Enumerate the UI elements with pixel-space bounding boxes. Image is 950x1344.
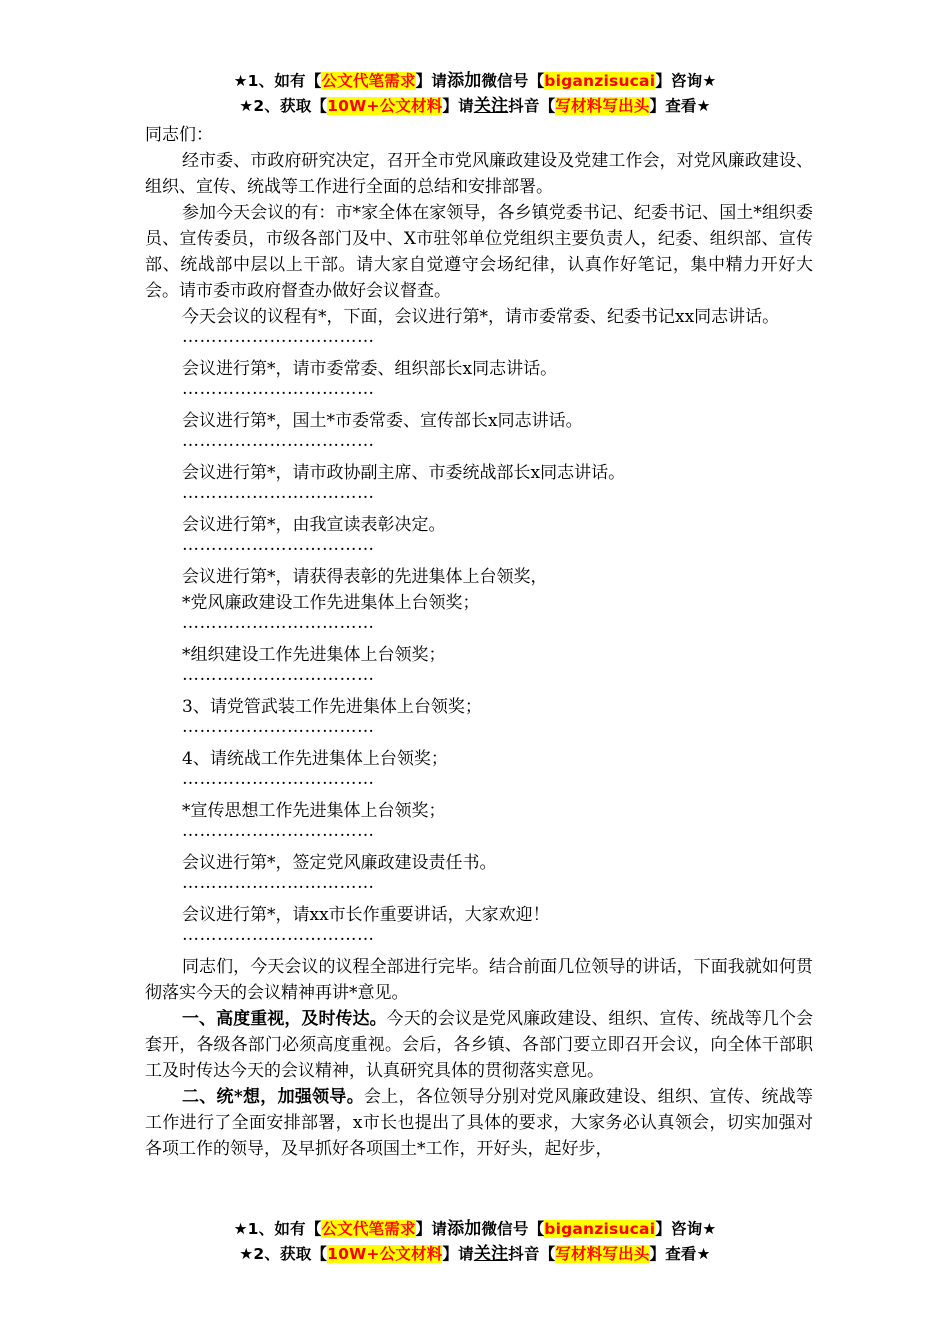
award-item: 4、请统战工作先进集体上台领奖； bbox=[182, 749, 448, 769]
ellipsis-divider: …………………………… bbox=[182, 483, 375, 503]
paragraph-intro: 经市委、市政府研究决定，召开全市党风廉政建设及党建工作会，对党风廉政建设、组织、宣传、统战等工作进行全面的总结和安排部署。 bbox=[145, 151, 813, 197]
ellipsis-divider: …………………………… bbox=[182, 431, 375, 451]
agenda-item: 会议进行第*，国土*市委常委、宣传部长x同志讲话。 bbox=[182, 411, 583, 431]
award-item: *宣传思想工作先进集体上台领奖； bbox=[182, 801, 446, 821]
banner-text: 】请 bbox=[415, 72, 448, 90]
section-heading: 一、高度重视，及时传达。 bbox=[182, 1009, 387, 1029]
banner-text: 】咨询★ bbox=[655, 1220, 717, 1238]
section-text: 会上，各位领导分别对党风廉政建设、组织、宣传、统战等工作进行了全面安排部署，x市长也提出了具体的要求，大家务必认真领会，切实加强对各项工作的领导，及早抓好各项国土*工作，开好头，起好步， bbox=[145, 1087, 814, 1159]
section-text: 今天的会议是党风廉政建设、组织、宣传、统战等几个会套开，各级各部门必须高度重视。会后，各乡镇、各部门要立即召开会议，向全体干部职工及时传达今天的会议精神，认真研究具体的贯彻落实意见。 bbox=[145, 1009, 814, 1081]
banner-highlight: 公文代笔需求 bbox=[321, 72, 416, 90]
ellipsis-divider: …………………………… bbox=[182, 873, 375, 893]
banner-highlight: biganzisucai bbox=[544, 1220, 656, 1238]
paragraph-attendees: 参加今天会议的有：市*家全体在家领导，各乡镇党委书记、纪委书记、国土*组织委员、宣传委员，市级各部门及中、X市驻邻单位党组织主要负责人，纪委、组织部、宣传部、统战部中层以上干部。请大家自觉遵守会场纪律，认真作好笔记，集中精力开好大会。请市委市政府督查办做好会议督查。 bbox=[145, 203, 813, 301]
ellipsis-divider: …………………………… bbox=[182, 769, 375, 789]
agenda-item: 会议进行第*，请市委常委、组织部长x同志讲话。 bbox=[182, 359, 558, 379]
document-body bbox=[145, 122, 813, 1162]
section-one bbox=[145, 1006, 813, 1084]
banner-top-line-2 bbox=[0, 95, 950, 117]
ellipsis-divider: …………………………… bbox=[182, 925, 375, 945]
banner-bottom-line-2 bbox=[0, 1243, 950, 1265]
paragraph-agenda: 今天会议的议程有*，下面，会议进行第*，请市委常委、纪委书记xx同志讲话。 bbox=[182, 307, 780, 327]
agenda-item: 会议进行第*，请获得表彰的先进集体上台领奖， bbox=[182, 567, 548, 587]
banner-text: 】请 bbox=[415, 1220, 448, 1238]
banner-highlight: 写材料写出头 bbox=[555, 97, 650, 115]
banner-text: 微信号【 bbox=[481, 1220, 545, 1238]
section-heading: 二、统*想，加强领导。 bbox=[182, 1087, 364, 1107]
banner-text: ★1、如有【 bbox=[233, 1220, 322, 1238]
banner-text: 抖音【 bbox=[508, 1245, 556, 1263]
agenda-item: 会议进行第*，签定党风廉政建设责任书。 bbox=[182, 853, 497, 873]
agenda-item: 会议进行第*，请市政协副主席、市委统战部长x同志讲话。 bbox=[182, 463, 626, 483]
ellipsis-divider: …………………………… bbox=[182, 821, 375, 841]
banner-text: ★2、获取【 bbox=[239, 97, 328, 115]
banner-emphasis: 添加 bbox=[447, 1219, 482, 1239]
award-item: 3、请党管武装工作先进集体上台领奖； bbox=[182, 697, 482, 717]
banner-emphasis: 关注 bbox=[473, 1244, 509, 1264]
banner-text: 】查看★ bbox=[649, 97, 711, 115]
ellipsis-divider: …………………………… bbox=[182, 613, 375, 633]
banner-text: 微信号【 bbox=[481, 72, 545, 90]
banner-highlight: 10W+公文材料 bbox=[327, 97, 443, 115]
banner-text: 抖音【 bbox=[508, 97, 556, 115]
agenda-item: 会议进行第*，请xx市长作重要讲话，大家欢迎！ bbox=[182, 905, 550, 925]
award-item: *党风廉政建设工作先进集体上台领奖； bbox=[182, 593, 480, 613]
banner-emphasis: 关注 bbox=[473, 96, 509, 116]
banner-bottom-line-1 bbox=[0, 1218, 950, 1240]
banner-text: 】请 bbox=[442, 1245, 474, 1263]
award-item: *组织建设工作先进集体上台领奖； bbox=[182, 645, 446, 665]
banner-text: 】请 bbox=[442, 97, 474, 115]
ellipsis-divider: …………………………… bbox=[182, 327, 375, 347]
ellipsis-divider: …………………………… bbox=[182, 665, 375, 685]
banner-highlight: 写材料写出头 bbox=[555, 1245, 650, 1263]
paragraph-summary: 同志们，今天会议的议程全部进行完毕。结合前面几位领导的讲话，下面我就如何贯彻落实今天的会议精神再讲*意见。 bbox=[145, 957, 813, 1003]
banner-highlight: 公文代笔需求 bbox=[321, 1220, 416, 1238]
banner-highlight: 10W+公文材料 bbox=[327, 1245, 443, 1263]
ellipsis-divider: …………………………… bbox=[182, 379, 375, 399]
banner-text: 】查看★ bbox=[649, 1245, 711, 1263]
banner-emphasis: 添加 bbox=[447, 71, 482, 91]
ellipsis-divider: …………………………… bbox=[182, 717, 375, 737]
banner-top-line-1 bbox=[0, 70, 950, 92]
salutation: 同志们： bbox=[145, 125, 213, 145]
section-two bbox=[145, 1084, 813, 1162]
banner-text: 】咨询★ bbox=[655, 72, 717, 90]
banner-text: ★2、获取【 bbox=[239, 1245, 328, 1263]
ellipsis-divider: …………………………… bbox=[182, 535, 375, 555]
banner-highlight: biganzisucai bbox=[544, 72, 656, 90]
banner-text: ★1、如有【 bbox=[233, 72, 322, 90]
agenda-item: 会议进行第*，由我宣读表彰决定。 bbox=[182, 515, 446, 535]
